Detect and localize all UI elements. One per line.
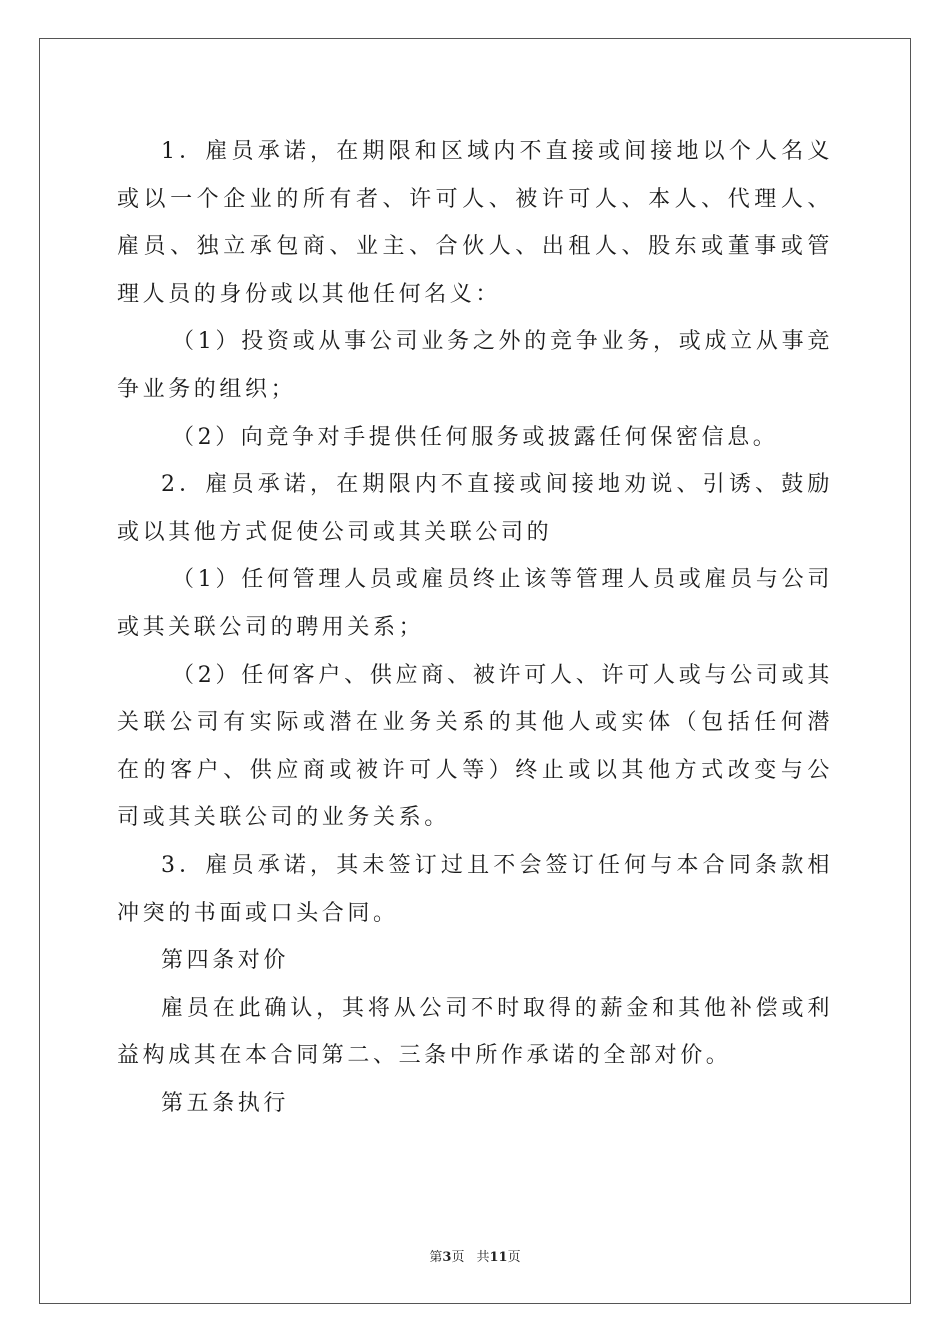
clause-1-item-2: （2）向竞争对手提供任何服务或披露任何保密信息。	[172, 424, 779, 450]
document-body	[117, 128, 833, 1127]
total-suffix: 页	[507, 1250, 521, 1265]
clause-1: 1．雇员承诺，在期限和区域内不直接或间接地以个人名义或以一个企业的所有者、许可人、被许可人、本人、代理人、雇员、独立承包商、业主、合伙人、出租人、股东或董事或管理人员的身份或以其他任何名义：	[117, 139, 833, 307]
article-4-body: 雇员在此确认，其将从公司不时取得的薪金和其他补偿或利益构成其在本合同第二、三条中所作承诺的全部对价。	[117, 995, 833, 1069]
total-prefix: 共	[476, 1250, 490, 1265]
clause-2-item-1: （1）任何管理人员或雇员终止该等管理人员或雇员与公司或其关联公司的聘用关系；	[117, 567, 833, 640]
page-number: 3	[442, 1250, 452, 1265]
clause-2-item-2: （2）任何客户、供应商、被许可人、许可人或与公司或其关联公司有实际或潜在业务关系的其他人或实体（包括任何潜在的客户、供应商或被许可人等）终止或以其他方式改变与公司或其关联公司的业务关系。	[117, 662, 833, 831]
clause-2: 2．雇员承诺，在期限内不直接或间接地劝说、引诱、鼓励或以其他方式促使公司或其关联公司的	[117, 472, 833, 545]
page-footer	[0, 1246, 950, 1265]
total-pages: 11	[489, 1250, 508, 1265]
clause-1-item-1: （1）投资或从事公司业务之外的竞争业务，或成立从事竞争业务的组织；	[117, 329, 833, 402]
page-suffix: 页	[451, 1250, 465, 1265]
article-5-heading: 第五条执行	[161, 1090, 290, 1116]
clause-3: 3．雇员承诺，其未签订过且不会签订任何与本合同条款相冲突的书面或口头合同。	[117, 852, 833, 926]
page-prefix: 第	[429, 1250, 443, 1265]
article-4-heading: 第四条对价	[161, 948, 290, 974]
